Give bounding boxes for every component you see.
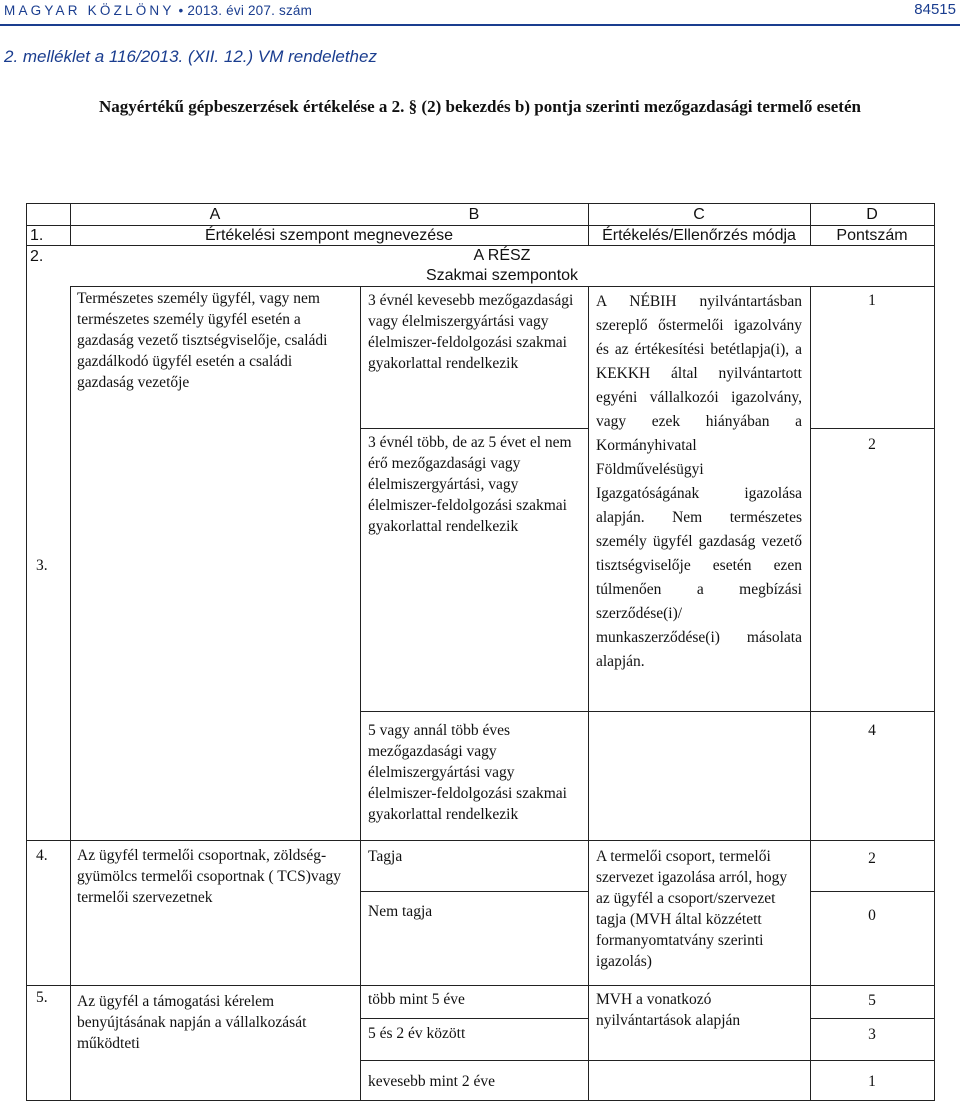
row3-points-3: 4: [868, 722, 876, 739]
table-line: [810, 286, 811, 1101]
table-line: [26, 1100, 934, 1101]
row3-verification: A NÉBIH nyilvántartásban szereplő őstermelői igazolvány és az értékesítési betétlapja(i), a KEKKH által nyilvántartott egyéni vállalkozói igazolvány, vagy ezek hiányában a Kormányhivatal Földművelésügyi Igazgatóságának igazolása alapján. Nem természetes személy ügyfél gazdaság vezető tisztségviselője esetén ezen túlmenően a megbízási szerződése(i)/ munkaszerződése(i) másolata alapján.: [596, 293, 802, 670]
column-header-method: Értékelés/Ellenőrzés módja: [602, 227, 796, 244]
table-line: [810, 428, 934, 429]
issue-label: 2013. évi 207. szám: [187, 3, 313, 18]
row4-verification: A termelői csoport, termelői szervezet igazolása arról, hogy az ügyfél a csoport/szervezet tagja (MVH által közzétett formanyomtatvány szerinti igazolás): [596, 848, 788, 970]
row5-criterion: Az ügyfél a támogatási kérelem benyújtásának napján a vállalkozását működteti: [77, 993, 307, 1052]
table-line: [810, 1018, 934, 1019]
table-line: [360, 428, 588, 429]
table-line: [70, 286, 71, 1101]
row3-criterion: Természetes személy ügyfél, vagy nem természetes személy ügyfél esetén a gazdaság vezető tisztségviselője, családi gazdálkodó ügyfél esetén a családi gazdaság vezetője: [77, 290, 328, 391]
row3-option-3: 5 vagy annál több éves mezőgazdasági vagy élelmiszergyártási vagy élelmiszer-feldolgozási szakmai gyakorlattal rendelkezik: [368, 722, 567, 823]
section-part-title: A RÉSZ: [473, 247, 531, 264]
column-letter-c: C: [693, 206, 705, 223]
row5-option-2: 5 és 2 év között: [368, 1025, 466, 1042]
document-title: Nagyértékű gépbeszerzések értékelése a 2. § (2) bekezdés b) pontja szerinti mezőgazdasági termelő esetén: [99, 97, 861, 116]
table-line: [70, 286, 934, 287]
row3-option-2: 3 évnél több, de az 5 évet el nem érő mezőgazdasági vagy élelmiszergyártási, vagy élelmiszer-feldolgozási szakmai gyakorlattal rendelkezik: [368, 434, 572, 535]
row3-points-1: 1: [868, 292, 876, 309]
column-letter-a: A: [209, 206, 221, 223]
row5-option-1: több mint 5 éve: [368, 991, 465, 1008]
section-subtitle: Szakmai szempontok: [425, 267, 579, 284]
row-number-2: 2.: [30, 248, 44, 265]
row-number-3: 3.: [36, 557, 48, 574]
header-bullet: •: [178, 3, 184, 18]
row5-points-1: 5: [868, 992, 876, 1009]
row5-verification: MVH a vonatkozó nyilvántartások alapján: [596, 991, 741, 1029]
row-number-4: 4.: [36, 847, 48, 864]
table-line: [934, 203, 935, 1101]
row5-option-3: kevesebb mint 2 éve: [368, 1073, 495, 1090]
column-letter-d: D: [866, 206, 878, 223]
column-header-points: Pontszám: [836, 227, 908, 244]
column-header-criterion: Értékelési szempont megnevezése: [204, 227, 454, 244]
table-line: [26, 985, 934, 986]
row4-points-2: 0: [868, 907, 876, 924]
table-line: [810, 891, 934, 892]
column-letter-b: B: [468, 206, 480, 223]
table-line: [360, 1060, 934, 1061]
row4-option-1: Tagja: [368, 848, 403, 865]
table-line: [360, 286, 361, 1101]
journal-name: MAGYAR KÖZLÖNY: [4, 3, 175, 18]
row3-points-2: 2: [868, 436, 876, 453]
table-line: [588, 286, 589, 1101]
row4-option-2: Nem tagja: [368, 903, 433, 920]
annex-title: 2. melléklet a 116/2013. (XII. 12.) VM rendelethez: [4, 47, 377, 66]
row-number-5: 5.: [36, 989, 48, 1006]
header-rule: [0, 24, 960, 26]
journal-issue-line: [4, 3, 312, 18]
table-line: [26, 203, 27, 1101]
table-line: [360, 1018, 588, 1019]
row4-points-1: 2: [868, 850, 876, 867]
running-header: [0, 0, 960, 22]
table-line: [26, 840, 934, 841]
table-line: [360, 711, 934, 712]
page-number: 84515: [914, 1, 956, 18]
row4-criterion: Az ügyfél termelői csoportnak, zöldség-gyümölcs termelői csoportnak ( TCS)vagy termelői szervezetnek: [77, 847, 342, 906]
row3-option-1: 3 évnél kevesebb mezőgazdasági vagy élelmiszergyártási vagy élelmiszer-feldolgozási szakmai gyakorlattal rendelkezik: [368, 292, 574, 372]
row5-points-3: 1: [868, 1073, 876, 1090]
row-number-1: 1.: [30, 227, 44, 244]
table-line: [360, 891, 588, 892]
row5-points-2: 3: [868, 1026, 876, 1043]
